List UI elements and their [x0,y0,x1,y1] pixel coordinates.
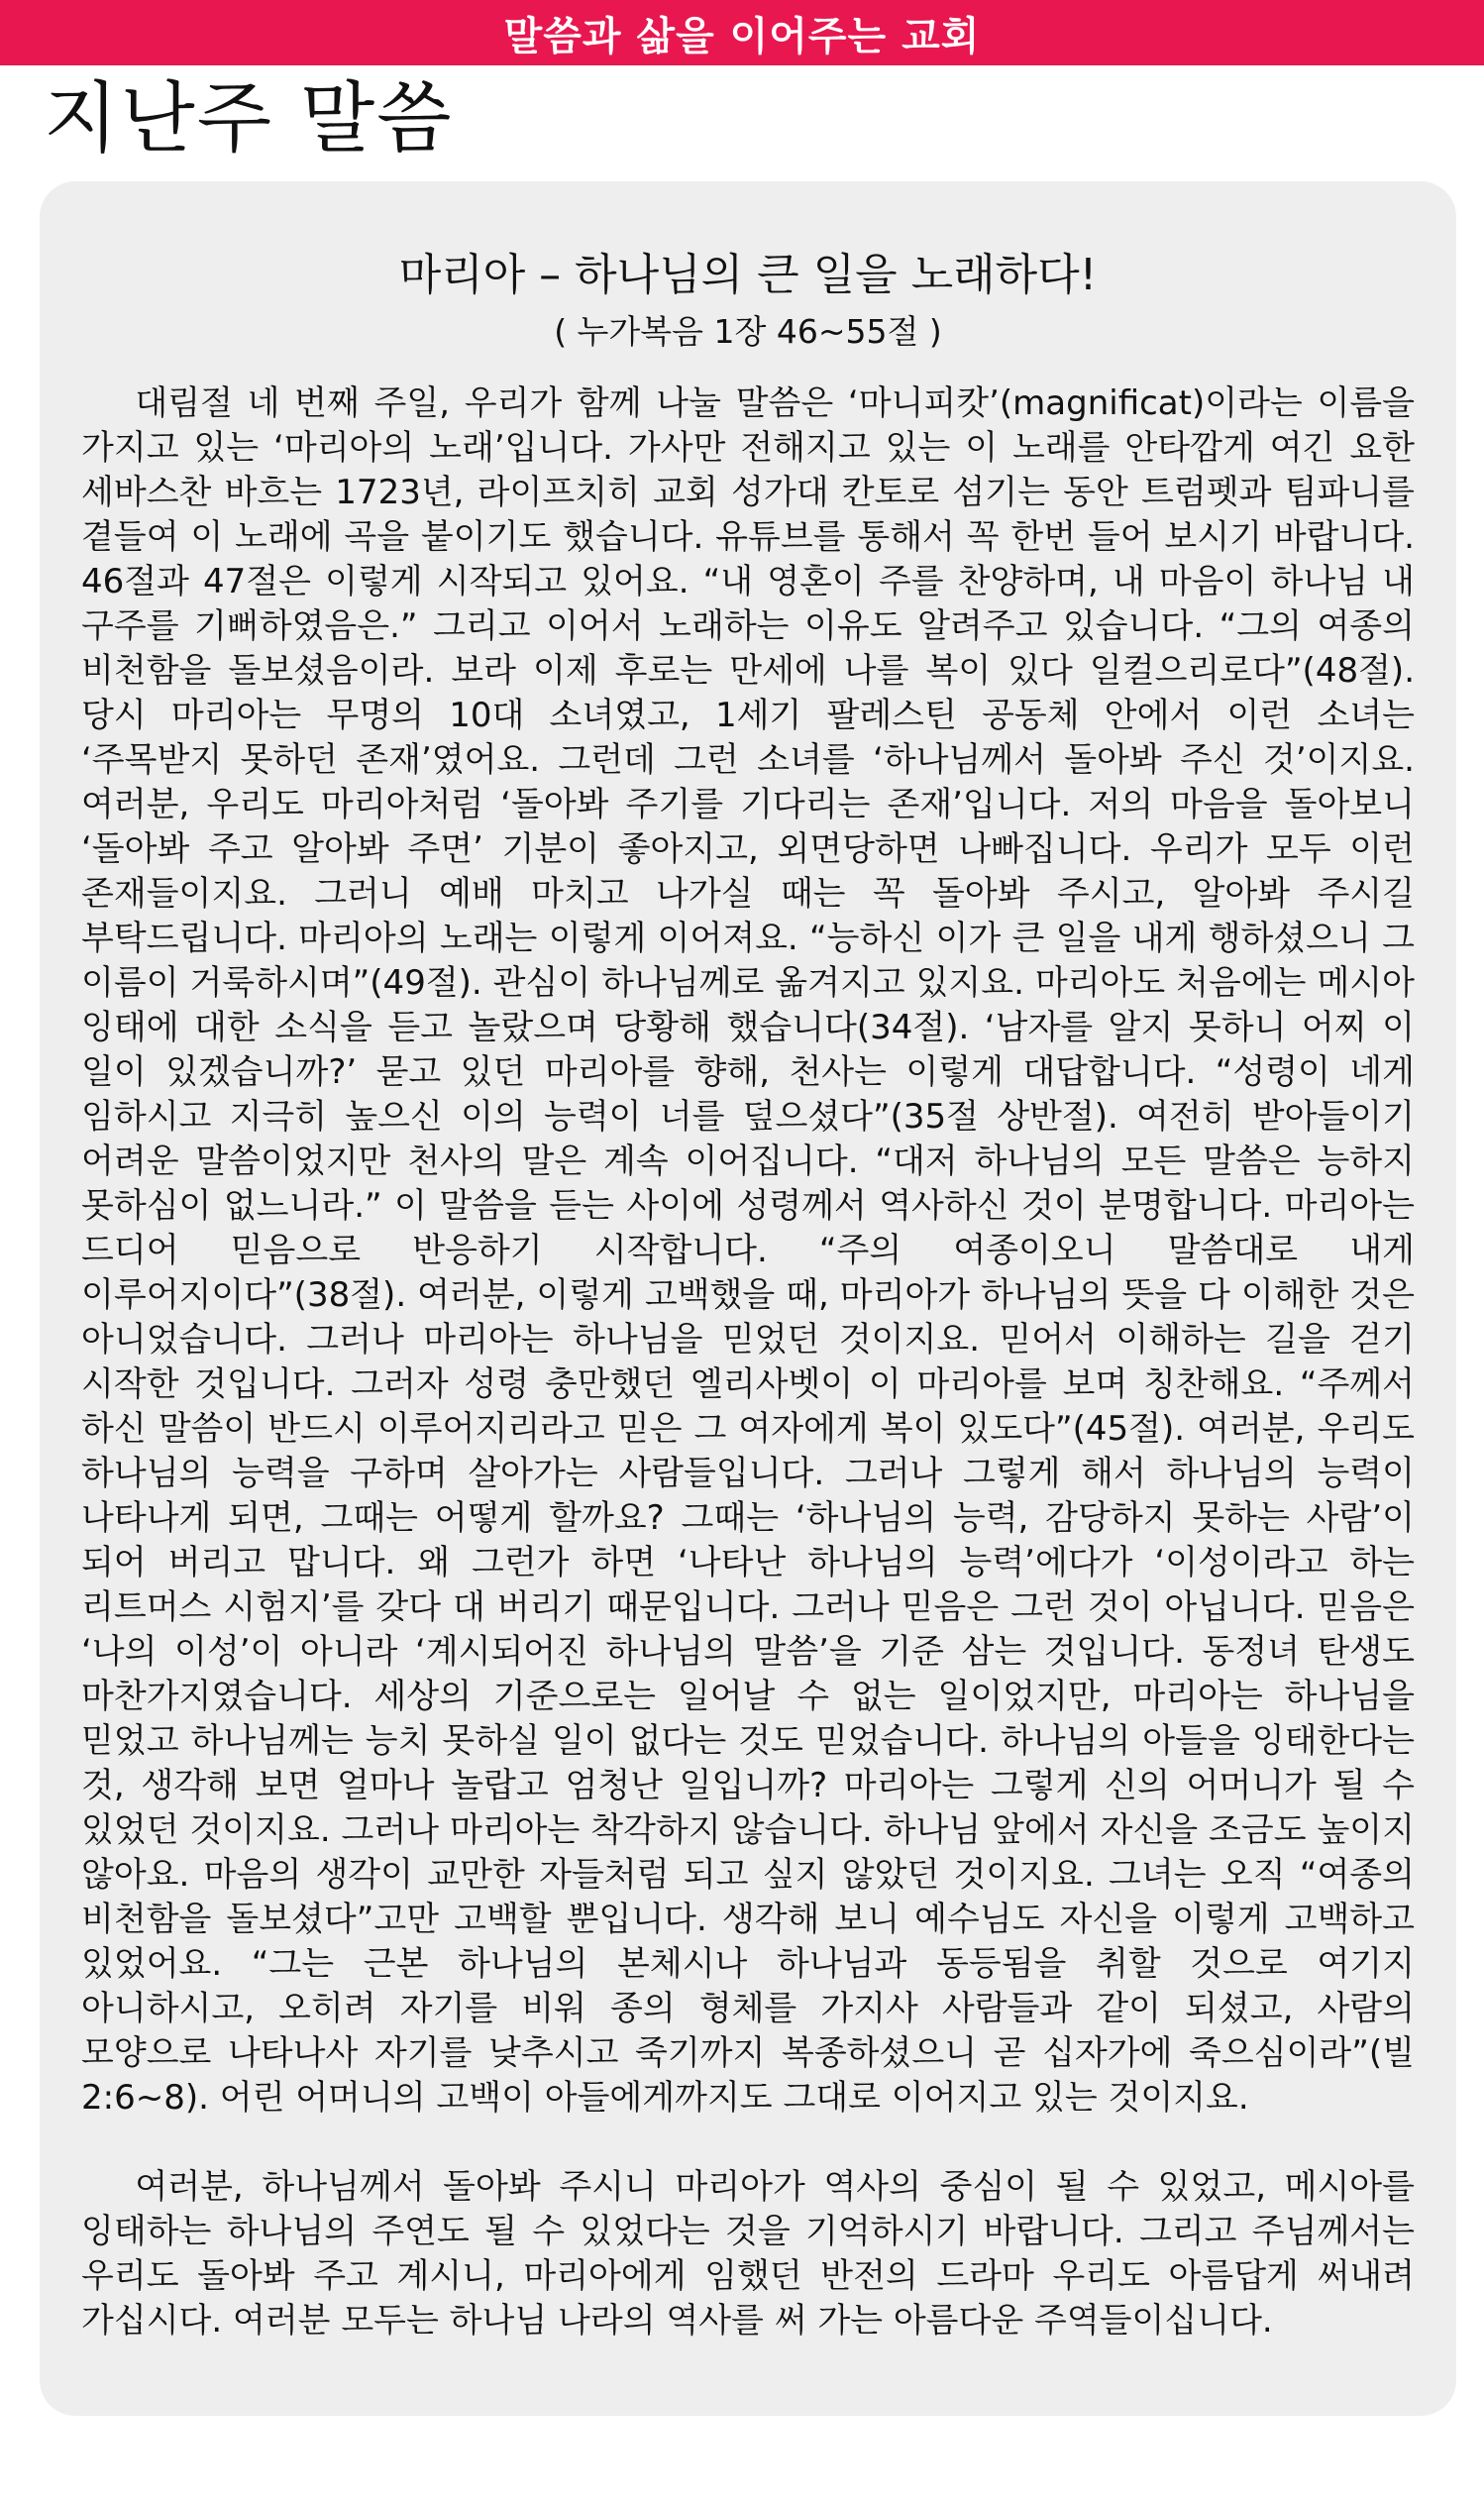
sermon-title: 마리아 – 하나님의 큰 일을 노래하다! [398,250,1098,300]
section-title: 지난주 말씀 [44,74,454,163]
scripture-reference: ( 누가복음 1장 46~55절 ) [554,312,942,352]
sermon-card [40,181,1456,2416]
church-slogan-banner: 말씀과 삶을 이어주는 교회 [0,0,1484,65]
sermon-paragraph-1: 대림절 네 번째 주일, 우리가 함께 나눌 말씀은 ‘마니피캇’(magnificat)이라는 이름을 가지고 있는 ‘마리아의 노래’입니다. 가사만 전해지고 있는 이 노래를 안타깝게 여긴 요한 세바스찬 바흐는 1723년, 라이프치히 교회 성가대 칸토로 섬기는 동안 트럼펫과 팀파니를 곁들여 이 노래에 곡을 붙이기도 했습니다. 유튜브를 통해서 꼭 한번 들어 보시기 바랍니다. 46절과 47절은 이렇게 시작되고 있어요. “내 영혼이 주를 찬양하며, 내 마음이 하나님 내 구주를 기뻐하였음은.” 그리고 이어서 노래하는 이유도 알려주고 있습니다. “그의 여종의 비천함을 돌보셨음이라. 보라 이제 후로는 만세에 나를 복이 있다 일컬으리로다”(48절). 당시 마리아는 무명의 10대 소녀였고, 1세기 팔레스틴 공동체 안에서 이런 소녀는 ‘주목받지 못하던 존재’였어요. 그런데 그런 소녀를 ‘하나님께서 돌아봐 주신 것’이지요. 여러분, 우리도 마리아처럼 ‘돌아봐 주기를 기다리는 존재’입니다. 저의 마음을 돌아보니 ‘돌아봐 주고 알아봐 주면’ 기분이 좋아지고, 외면당하면 나빠집니다. 우리가 모두 이런 존재들이지요. 그러니 예배 마치고 나가실 때는 꼭 돌아봐 주시고, 알아봐 주시길 부탁드립니다. 마리아의 노래는 이렇게 이어져요. “능하신 이가 큰 일을 내게 행하셨으니 그 이름이 거룩하시며”(49절). 관심이 하나님께로 옮겨지고 있지요. 마리아도 처음에는 메시아 잉태에 대한 소식을 듣고 놀랐으며 당황해 했습니다(34절). ‘남자를 알지 못하니 어찌 이 일이 있겠습니까?’ 묻고 있던 마리아를 향해, 천사는 이렇게 대답합니다. “성령이 네게 임하시고 지극히 높으신 이의 능력이 너를 덮으셨다”(35절 상반절). 여전히 받아들이기 어려운 말씀이었지만 천사의 말은 계속 이어집니다. “대저 하나님의 모든 말씀은 능하지 못하심이 없느니라.” 이 말씀을 듣는 사이에 성령께서 역사하신 것이 분명합니다. 마리아는 드디어 믿음으로 반응하기 시작합니다. “주의 여종이오니 말씀대로 내게 이루어지이다”(38절). 여러분, 이렇게 고백했을 때, 마리아가 하나님의 뜻을 다 이해한 것은 아니었습니다. 그러나 마리아는 하나님을 믿었던 것이지요. 믿어서 이해하는 길을 걷기 시작한 것입니다. 그러자 성령 충만했던 엘리사벳이 이 마리아를 보며 칭찬해요. “주께서 하신 말씀이 반드시 이루어지리라고 믿은 그 여자에게 복이 있도다”(45절). 여러분, 우리도 하나님의 능력을 구하며 살아가는 사람들입니다. 그러나 그렇게 해서 하나님의 능력이 나타나게 되면, 그때는 어떻게 할까요? 그때는 ‘하나님의 능력, 감당하지 못하는 사람’이 되어 버리고 맙니다. 왜 그런가 하면 ‘나타난 하나님의 능력’에다가 ‘이성이라고 하는 리트머스 시험지’를 갖다 대 버리기 때문입니다. 그러나 믿음은 그런 것이 아닙니다. 믿음은 ‘나의 이성’이 아니라 ‘계시되어진 하나님의 말씀’을 기준 삼는 것입니다. 동정녀 탄생도 마찬가지였습니다. 세상의 기준으로는 일어날 수 없는 일이었지만, 마리아는 하나님을 믿었고 하나님께는 능치 못하실 일이 없다는 것도 믿었습니다. 하나님의 아들을 잉태한다는 것, 생각해 보면 얼마나 놀랍고 엄청난 일입니까? 마리아는 그렇게 신의 어머니가 될 수 있었던 것이지요. 그러나 마리아는 착각하지 않습니다. 하나님 앞에서 자신을 조금도 높이지 않아요. 마음의 생각이 교만한 자들처럼 되고 싶지 않았던 것이지요. 그녀는 오직 “여종의 비천함을 돌보셨다”고만 고백할 뿐입니다. 생각해 보니 예수님도 자신을 이렇게 고백하고 있었어요. “그는 근본 하나님의 본체시나 하나님과 동등됨을 취할 것으로 여기지 아니하시고, 오히려 자기를 비워 종의 형체를 가지사 사람들과 같이 되셨고, 사람의 모양으로 나타나사 자기를 낮추시고 죽기까지 복종하셨으니 곧 십자가에 죽으심이라”(빌 2:6~8). 어린 어머니의 고백이 아들에게까지도 그대로 이어지고 있는 것이지요. [81,383,1416,2119]
sermon-paragraph-2: 여러분, 하나님께서 돌아봐 주시니 마리아가 역사의 중심이 될 수 있었고, 메시아를 잉태하는 하나님의 주연도 될 수 있었다는 것을 기억하시기 바랍니다. 그리고 주님께서는 우리도 돌아봐 주고 계시니, 마리아에게 임했던 반전의 드라마 우리도 아름답게 써내려 가십시다. 여러분 모두는 하나님 나라의 역사를 써 가는 아름다운 주역들이십니다. [81,2167,1415,2342]
paragraph-spacer [81,2121,1415,2165]
